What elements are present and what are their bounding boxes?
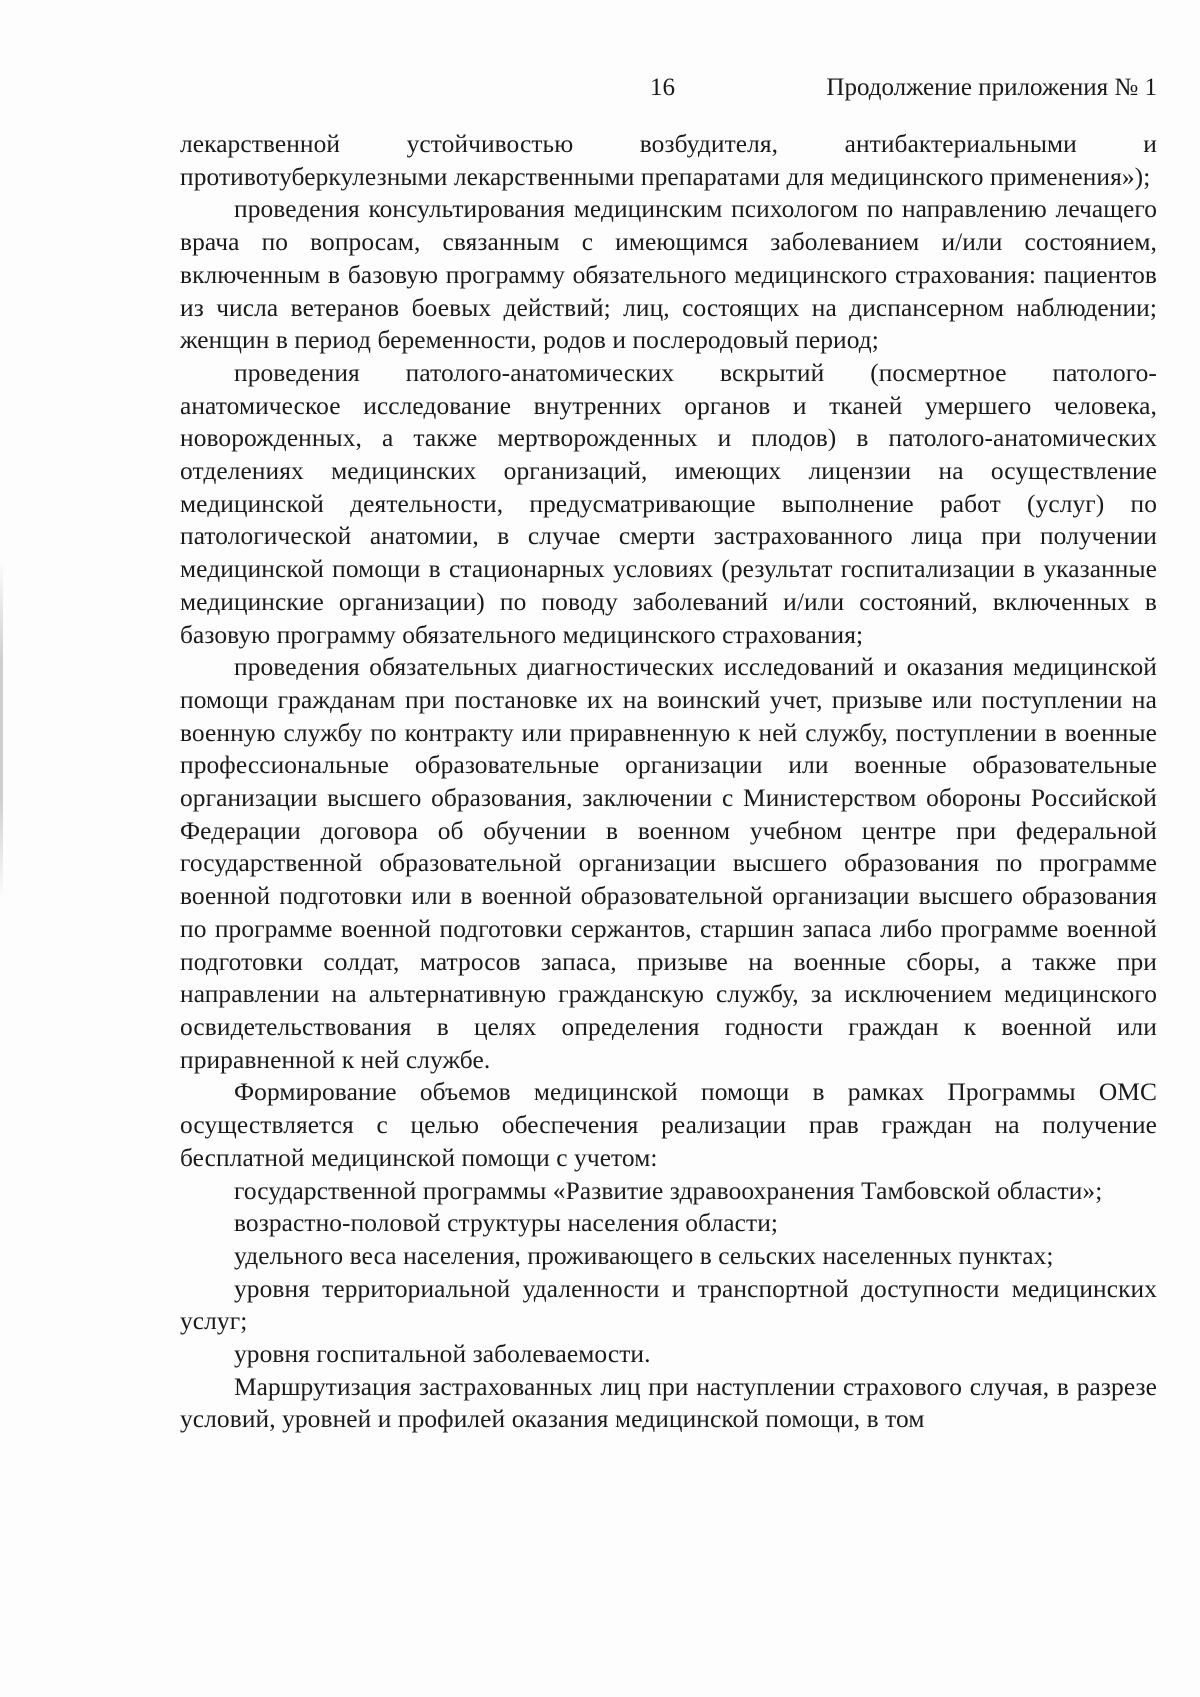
list-item: уровня территориальной удаленности и транспортной доступности медицинских услуг; [180,1274,1157,1336]
list-item: государственной программы «Развитие здравоохранения Тамбовской области»; [234,1176,1103,1205]
list-item: возрастно-половой структуры населения области; [234,1209,779,1238]
document-body [180,128,1157,1436]
page-header [180,72,1157,112]
list-item: уровня госпитальной заболеваемости. [234,1340,651,1369]
scan-edge-mark [0,560,3,900]
appendix-continuation-title: Продолжение приложения № 1 [826,74,1157,101]
paragraph: проведения обязательных диагностических исследований и оказания медицинской помощи гражданам при постановке их на воинский учет, призыве или поступлении на военную службу по контракту или приравненную к ней службу, поступлении в военные профессиональные образовательные организации или военные образовательные организации высшего образования, заключении с Министерством обороны Российской Федерации договора об обучении в военном учебном центре при федеральной государственной образовательной организации высшего образования по программе военной подготовки или в военной образовательной организации высшего образования по программе военной подготовки сержантов, старшин запаса либо программе военной подготовки солдат, матросов запаса, призыве на военные сборы, а также при направлении на альтернативную гражданскую службу, за исключением медицинского освидетельствования в целях определения годности граждан к военной или приравненной к ней службе. [180,653,1157,1074]
paragraph: Формирование объемов медицинской помощи в рамках Программы ОМС осуществляется с целью обеспечения реализации прав граждан на получение бесплатной медицинской помощи с учетом: [180,1078,1157,1172]
paragraph: проведения патолого-анатомических вскрытий (посмертное патолого-анатомическое исследование внутренних органов и тканей умершего человека, новорожденных, а также мертворожденных и плодов) в патолого-анатомических отделениях медицинских организаций, имеющих лицензии на осуществление медицинской деятельности, предусматривающие выполнение работ (услуг) по патологической анатомии, в случае смерти застрахованного лица при получении медицинской помощи в стационарных условиях (результат госпитализации в указанные медицинские организации) по поводу заболеваний и/или состояний, включенных в базовую программу обязательного медицинского страхования; [180,358,1157,649]
paragraph: лекарственной устойчивостью возбудителя, антибактериальными и противотуберкулезными лекарственными препаратами для медицинского применения»); [180,130,1157,191]
list-item: удельного веса населения, проживающего в сельских населенных пунктах; [234,1241,1054,1270]
paragraph: Маршрутизация застрахованных лиц при наступлении страхового случая, в разрезе условий, уровней и профилей оказания медицинской помощи, в том [180,1372,1157,1434]
paragraph: проведения консультирования медицинским психологом по направлению лечащего врача по вопросам, связанным с имеющимся заболеванием и/или состоянием, включенным в базовую программу обязательного медицинского страхования: пациентов из числа ветеранов боевых действий; лиц, состоящих на диспансерном наблюдении; женщин в период беременности, родов и послеродовый период; [180,195,1157,355]
page-number: 16 [650,74,675,101]
